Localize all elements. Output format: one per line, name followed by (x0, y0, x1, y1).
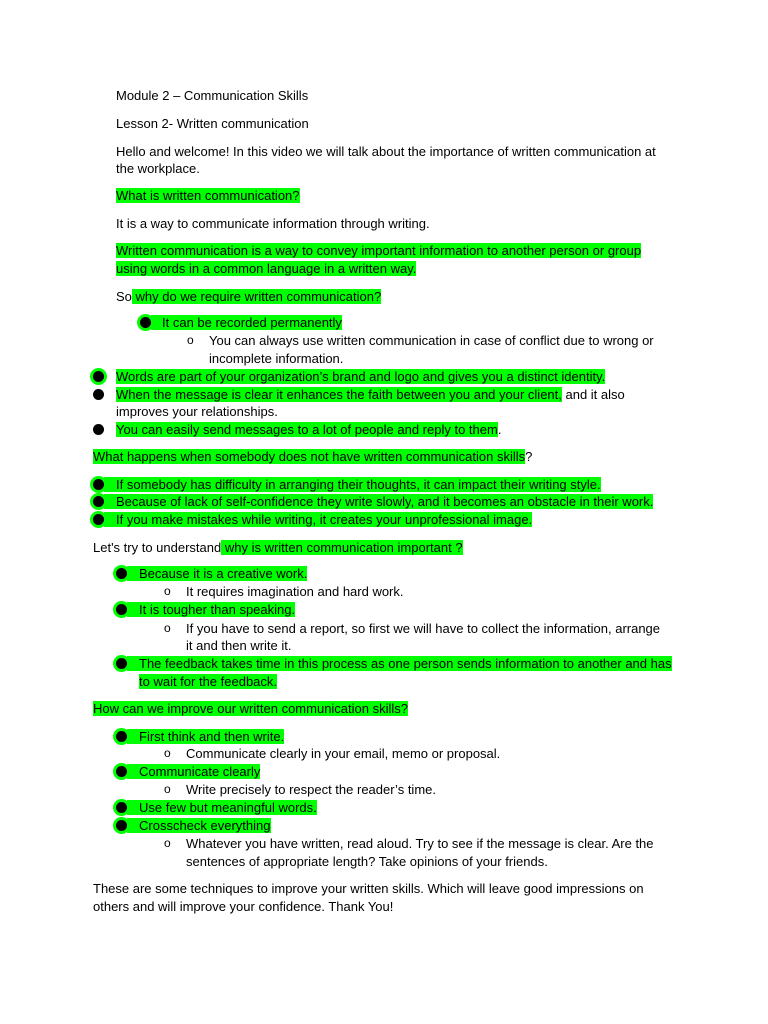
question-improve: How can we improve our written communication skills? (93, 701, 409, 716)
sub-bullet-icon: o (164, 746, 171, 760)
closing-line-2: others and will improve your confidence. Thank You! (93, 899, 394, 914)
list-item-h1: If somebody has difficulty in arranging their thoughts, it can impact their writing style. (104, 476, 601, 493)
list-subitem-i2-2: it and then write it. (186, 638, 292, 653)
sub-bullet-icon: o (164, 584, 171, 598)
definition-line-2: using words in a common language in a written way. (116, 261, 417, 276)
bullet-icon (93, 424, 104, 435)
bullet-icon (116, 820, 127, 831)
list-subitem-m2: Write precisely to respect the reader’s time. (186, 782, 436, 797)
sub-bullet-icon: o (164, 782, 171, 796)
list-subitem-m4-2: sentences of appropriate length? Take opinions of your friends. (186, 854, 548, 869)
list-subitem-m1: Communicate clearly in your email, memo or proposal. (186, 746, 501, 761)
module-title: Module 2 – Communication Skills (116, 88, 309, 103)
question-happens: What happens when somebody does not have written communication skills? (93, 449, 533, 464)
lesson-title: Lesson 2- Written communication (116, 116, 309, 131)
bullet-icon (93, 496, 104, 507)
list-subitem-recorded-1: You can always use written communication in case of conflict due to wrong or (209, 333, 654, 348)
bullet-icon (116, 766, 127, 777)
bullet-icon (116, 604, 127, 615)
list-item-i3: The feedback takes time in this process as one person sends information to another and has (127, 655, 672, 672)
intro-line-1: Hello and welcome! In this video we will talk about the importance of written communication at (116, 144, 656, 159)
bullet-icon (93, 389, 104, 400)
bullet-icon (116, 731, 127, 742)
list-item-m1: First think and then write. (127, 728, 284, 745)
answer-what: It is a way to communicate information through writing. (116, 216, 430, 231)
intro-line-2: the workplace. (116, 161, 200, 176)
list-item-faith-cont: improves your relationships. (116, 404, 278, 419)
list-subitem-m4-1: Whatever you have written, read aloud. Try to see if the message is clear. Are the (186, 836, 654, 851)
list-subitem-i2-1: If you have to send a report, so first we will have to collect the information, arrange (186, 621, 661, 636)
bullet-icon (93, 514, 104, 525)
list-item-m4: Crosscheck everything (127, 817, 271, 834)
list-item-h2: Because of lack of self-confidence they write slowly, and it becomes an obstacle in their work. (104, 493, 653, 510)
bullet-icon (116, 568, 127, 579)
sub-bullet-icon: o (164, 621, 171, 635)
bullet-icon (93, 479, 104, 490)
sub-bullet-icon: o (187, 333, 194, 347)
bullet-icon (116, 658, 127, 669)
definition-line-1: Written communication is a way to convey important information to another person or group (116, 243, 642, 258)
list-item-recorded: It can be recorded permanently (151, 314, 342, 331)
question-what: What is written communication? (116, 188, 300, 203)
closing-line-1: These are some techniques to improve your written skills. Which will leave good impressions on (93, 881, 644, 896)
sub-bullet-icon: o (164, 836, 171, 850)
list-item-identity: Words are part of your organization’s brand and logo and gives you a distinct identity. (116, 369, 606, 384)
list-item-send: You can easily send messages to a lot of people and reply to them. (116, 422, 502, 437)
list-item-i2: It is tougher than speaking. (127, 601, 295, 618)
bullet-icon (140, 317, 151, 328)
list-item-i3-cont: to wait for the feedback. (139, 674, 278, 689)
question-why: So why do we require written communication? (116, 289, 382, 304)
bullet-icon (93, 371, 104, 382)
list-subitem-recorded-2: incomplete information. (209, 351, 344, 366)
list-item-i1: Because it is a creative work. (127, 565, 307, 582)
question-understand: Let's try to understand why is written communication important ? (93, 540, 463, 555)
list-item-h3: If you make mistakes while writing, it creates your unprofessional image. (104, 511, 532, 528)
list-subitem-i1: It requires imagination and hard work. (186, 584, 404, 599)
list-item-m2: Communicate clearly (127, 763, 260, 780)
list-item-faith: When the message is clear it enhances the faith between you and your client, and it also (116, 387, 625, 402)
list-item-m3: Use few but meaningful words. (127, 799, 317, 816)
bullet-icon (116, 802, 127, 813)
